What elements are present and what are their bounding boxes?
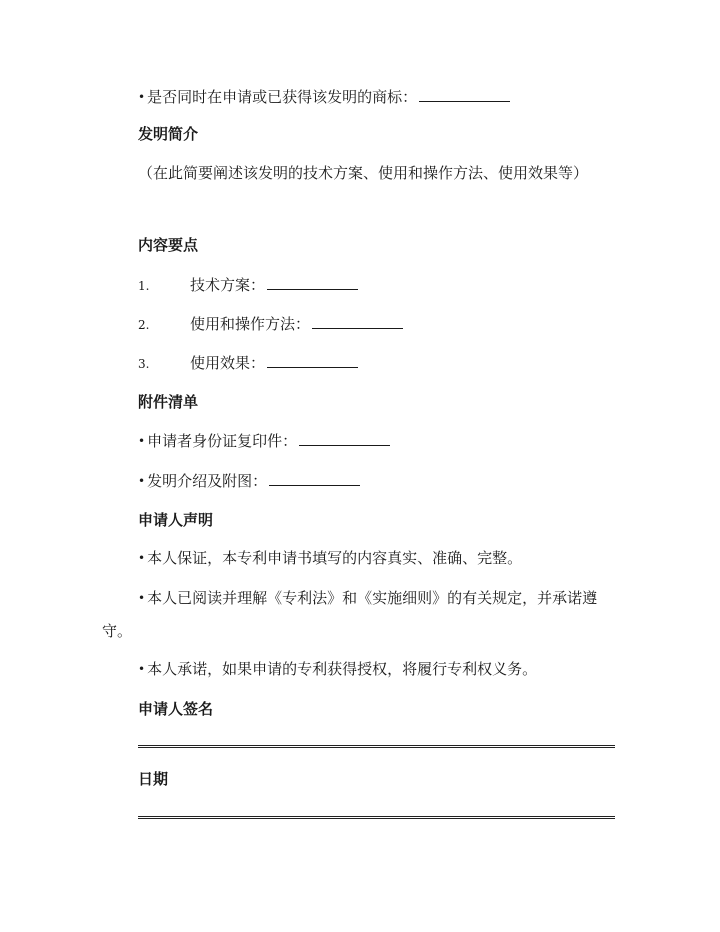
trademark-blank-field[interactable]	[419, 89, 510, 102]
date-heading: 日期	[138, 770, 169, 788]
bullet: •	[138, 662, 146, 676]
item-label: 技术方案：	[190, 276, 266, 294]
content-points-heading: 内容要点	[138, 236, 199, 254]
item-label: 使用和操作方法：	[190, 315, 311, 333]
bullet: •	[138, 551, 146, 565]
invention-intro-heading: 发明简介	[138, 125, 199, 143]
declaration-text: 本人承诺，如果申请的专利获得授权，将履行专利权义务。	[147, 660, 538, 678]
declaration-item	[138, 659, 537, 680]
bullet: •	[138, 474, 146, 488]
item-label: 发明介绍及附图：	[147, 472, 268, 490]
invention-drawings-blank-field[interactable]	[269, 473, 360, 486]
trademark-question	[138, 87, 510, 108]
bullet: •	[138, 90, 146, 104]
bullet: •	[138, 591, 146, 605]
declaration-heading: 申请人声明	[138, 511, 214, 529]
content-point-item	[138, 314, 403, 335]
id-copy-blank-field[interactable]	[299, 433, 390, 446]
content-point-item	[138, 275, 358, 296]
item-number: 1.	[138, 279, 150, 293]
item-label: 申请者身份证复印件：	[147, 432, 298, 450]
invention-intro-paragraph: （在此简要阐述该发明的技术方案、使用和操作方法、使用效果等）	[138, 164, 589, 182]
content-point-item	[138, 353, 358, 374]
attachment-item	[138, 431, 390, 452]
attachment-item	[138, 471, 360, 492]
declaration-text: 本人保证，本专利申请书填写的内容真实、准确、完整。	[147, 549, 523, 567]
technical-solution-blank-field[interactable]	[267, 277, 358, 290]
item-number: 2.	[138, 318, 150, 332]
declaration-text: 本人已阅读并理解《专利法》和《实施细则》的有关规定，并承诺遵守。	[102, 589, 598, 640]
date-line-field[interactable]	[138, 816, 615, 817]
declaration-item	[102, 582, 622, 647]
usage-method-blank-field[interactable]	[312, 316, 403, 329]
item-label: 使用效果：	[190, 354, 266, 372]
bullet: •	[138, 434, 146, 448]
attachments-heading: 附件清单	[138, 393, 199, 411]
usage-effect-blank-field[interactable]	[267, 355, 358, 368]
signature-line-field[interactable]	[138, 745, 615, 746]
trademark-label: 是否同时在申请或已获得该发明的商标：	[147, 88, 418, 106]
declaration-item	[138, 548, 522, 569]
signature-heading: 申请人签名	[138, 700, 214, 718]
item-number: 3.	[138, 357, 150, 371]
